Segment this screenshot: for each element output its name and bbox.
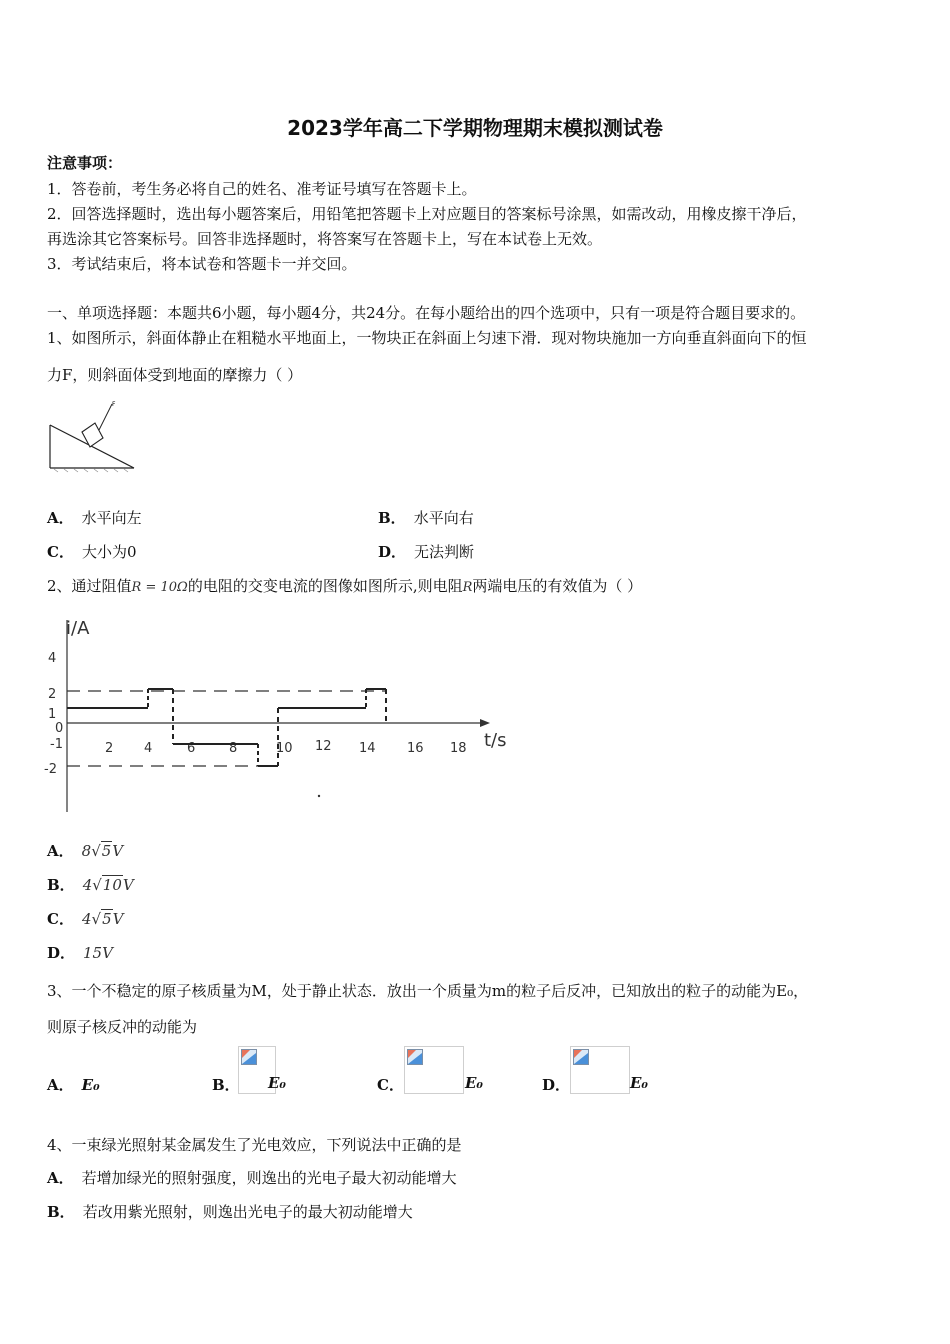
- x-tick: 10: [276, 741, 293, 756]
- q3-option-c: C．: [377, 1076, 404, 1094]
- q1-option-b: B． 水平向右: [378, 509, 474, 527]
- q1-stem-line2: 力F，则斜面体受到地面的摩擦力（ ）: [47, 366, 303, 384]
- y-tick: 0: [55, 721, 64, 736]
- q2-option-a: A． 8√5V: [47, 842, 124, 860]
- x-tick: 8: [229, 741, 238, 756]
- current-graph: [40, 612, 530, 817]
- notice-item: 2．回答选择题时，选出每小题答案后，用铅笔把答题卡上对应题目的答案标号涂黑，如需改动，用橡皮擦干净后，: [47, 205, 807, 223]
- x-tick: 18: [450, 741, 467, 756]
- incline-figure: [44, 398, 139, 473]
- x-tick: 12: [315, 739, 332, 754]
- q3-option-d: D．: [542, 1076, 571, 1094]
- q1-option-d: D． 无法判断: [378, 543, 475, 561]
- notice-item: 3．考试结束后，将本试卷和答题卡一并交回。: [47, 255, 357, 273]
- q3-option-b-value: E₀: [268, 1074, 287, 1092]
- notice-item: 再选涂其它答案标号。回答非选择题时，将答案写在答题卡上，写在本试卷上无效。: [47, 230, 603, 248]
- notice-heading: 注意事项：: [47, 154, 123, 172]
- q3-option-a: A． E₀: [47, 1076, 100, 1094]
- section-heading: 一、单项选择题：本题共6小题，每小题4分，共24分。在每小题给出的四个选项中，只有一项是符合题目要求的。: [47, 304, 806, 322]
- notice-item: 1．答卷前，考生务必将自己的姓名、准考证号填写在答题卡上。: [47, 180, 477, 198]
- q2-stem: 2、通过阻值R = 10Ω的电阻的交变电流的图像如图所示,则电阻R两端电压的有效值为（ ）: [47, 577, 643, 595]
- y-tick: -1: [50, 737, 63, 752]
- q2-option-b: B． 4√10V: [47, 876, 134, 894]
- force-label: F: [112, 401, 116, 408]
- q3-option-c-value: E₀: [465, 1074, 484, 1092]
- x-tick: 2: [105, 741, 114, 756]
- y-tick: 1: [48, 707, 57, 722]
- broken-image-icon: [404, 1046, 464, 1094]
- q3-option-d-value: E₀: [630, 1074, 649, 1092]
- q3-stem-line2: 则原子核反冲的动能为: [47, 1018, 198, 1036]
- q1-option-c: C． 大小为0: [47, 543, 137, 561]
- q1-stem-line1: 1、如图所示，斜面体静止在粗糙水平地面上，一物块正在斜面上匀速下滑．现对物块施加一方向垂直斜面向下的恒: [47, 329, 807, 347]
- page-title: 2023学年高二下学期物理期末模拟测试卷: [287, 116, 663, 140]
- q3-stem-line1: 3、一个不稳定的原子核质量为M，处于静止状态．放出一个质量为m的粒子后反冲，已知放出的粒子的动能为E₀，: [47, 982, 809, 1000]
- x-tick: 16: [407, 741, 424, 756]
- y-tick: 4: [48, 651, 57, 666]
- q4-option-b: B． 若改用紫光照射，则逸出光电子的最大初动能增大: [47, 1203, 413, 1221]
- q1-option-a: A． 水平向左: [47, 509, 142, 527]
- x-tick: 4: [144, 741, 153, 756]
- broken-image-icon: [570, 1046, 630, 1094]
- y-tick: 2: [48, 687, 57, 702]
- x-tick: 14: [359, 741, 376, 756]
- q2-option-d: D． 15V: [47, 944, 113, 962]
- q4-option-a: A． 若增加绿光的照射强度，则逸出的光电子最大初动能增大: [47, 1169, 457, 1187]
- y-axis-label: i/A: [66, 618, 90, 639]
- q3-option-b: B．: [212, 1076, 240, 1094]
- x-tick: 6: [187, 741, 196, 756]
- x-axis-label: t/s: [484, 730, 507, 751]
- q4-stem: 4、一束绿光照射某金属发生了光电效应，下列说法中正确的是: [47, 1136, 462, 1154]
- y-tick: -2: [44, 762, 57, 777]
- q2-option-c: C． 4√5V: [47, 910, 124, 928]
